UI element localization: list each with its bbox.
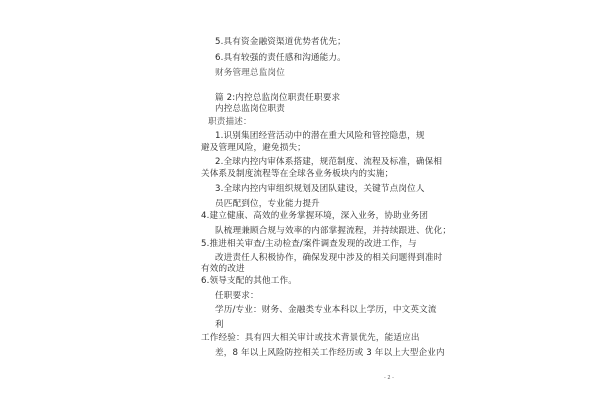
text-line: 2.全球内控内审体系搭建，规范制度、流程及标准，确保相 [215, 157, 443, 167]
text-line: 4.建立健康、高效的业务掌握环境，深入业务，协助业务团 [201, 211, 429, 221]
text-line: 员匹配到位，专业能力提升 [215, 199, 320, 209]
text-line: 利 [215, 320, 224, 330]
text-line: 关体系及制度流程等在全球各业务板块内的实施； [201, 169, 394, 179]
text-line: 6.领导支配的其他工作。 [201, 276, 297, 286]
text-line: 3.全球内控内审组织规划及团队建设，关键节点岗位人 [215, 184, 425, 194]
page-number: - 2 - [384, 375, 394, 381]
text-line: 5.具有资金融资渠道优势者优先； [215, 37, 346, 47]
subheading: 职责描述： [208, 117, 252, 127]
text-line: 6.具有较强的责任感和沟通能力。 [215, 53, 346, 63]
text-line: 队梳理兼顾合规与效率的内部掌握流程，并持续跟进、优化； [215, 226, 452, 236]
text-line: 差，8 年以上风险防控相关工作经历或 3 年以上大型企业内 [215, 348, 445, 358]
text-line: 改进责任人积极协作，确保发现中涉及的相关问题得到准时 [215, 253, 443, 263]
subheading: 任职要求： [215, 291, 259, 301]
text-line: 有效的改进 [201, 264, 245, 274]
text-line: 5.推进相关审查/主动检查/案件调查发现的改进工作，与 [201, 239, 417, 249]
text-line: 避及管理风险，避免损失； [201, 143, 306, 153]
text-line: 学历/专业：财务、金融类专业本科以上学历，中文英文流 [215, 305, 437, 315]
text-line: 工作经验：具有四大相关审计或技术背景优先，能适应出 [201, 333, 420, 343]
section-heading: 内控总监岗位职责 [215, 104, 285, 114]
section-heading: 财务管理总监岗位 [215, 68, 285, 78]
chapter-title: 篇 2:内控总监岗位职责任职要求 [215, 93, 341, 103]
text-line: 1.识别集团经营活动中的潜在重大风险和管控隐患，规 [215, 131, 425, 141]
